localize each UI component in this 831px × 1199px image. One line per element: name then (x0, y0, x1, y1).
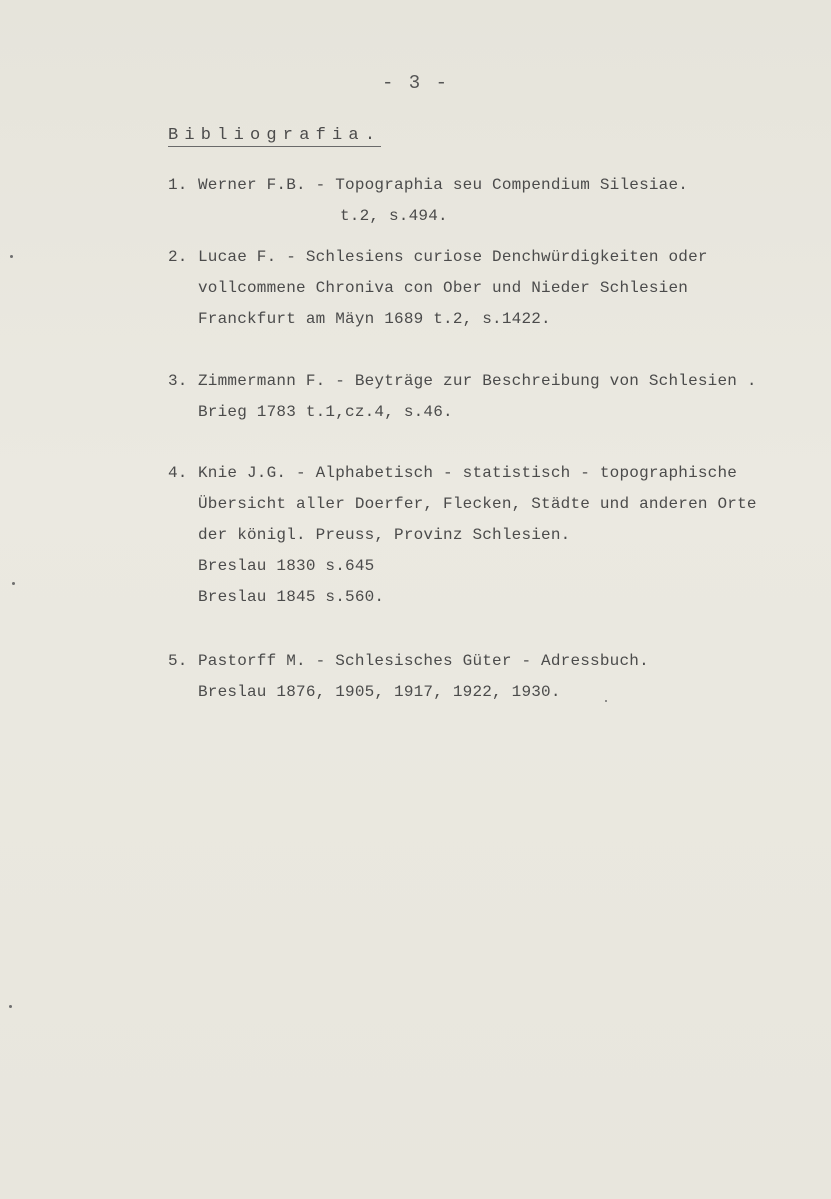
entry-line (168, 646, 649, 677)
entry-text: Breslau 1876, 1905, 1917, 1922, 1930. (198, 683, 561, 701)
entry-line (168, 551, 757, 582)
bibliography-heading: Bibliografia. (168, 126, 382, 145)
bibliography-entry-3 (168, 366, 757, 428)
entry-text: der königl. Preuss, Provinz Schlesien. (198, 526, 571, 544)
entry-text: Pastorff M. - Schlesisches Güter - Adressbuch. (198, 652, 649, 670)
entry-text: Lucae F. - Schlesiens curiose Denchwürdigkeiten oder (198, 248, 708, 266)
entry-number: 4. (168, 464, 188, 482)
scan-speck (605, 700, 607, 702)
entry-number: 1. (168, 176, 188, 194)
bibliography-entry-5 (168, 646, 649, 708)
page-number: - 3 - (381, 72, 449, 94)
entry-text: Knie J.G. - Alphabetisch - statistisch - topographische (198, 464, 738, 482)
entry-line (168, 677, 649, 708)
entry-text: Breslau 1830 s.645 (198, 557, 375, 575)
entry-text: Brieg 1783 t.1,cz.4, s.46. (198, 403, 453, 421)
entry-line (168, 304, 708, 335)
entry-text: vollcommene Chroniva con Ober und Nieder Schlesien (198, 279, 689, 297)
entry-number: 3. (168, 372, 188, 390)
bibliography-entry-1 (168, 170, 688, 232)
entry-text: Breslau 1845 s.560. (198, 588, 385, 606)
scan-speck (9, 1005, 12, 1008)
entry-line (168, 273, 708, 304)
entry-text: Übersicht aller Doerfer, Flecken, Städte und anderen Orte (198, 495, 757, 513)
entry-line (168, 201, 688, 232)
entry-text: t.2, s.494. (340, 207, 448, 225)
scan-speck (10, 255, 13, 258)
entry-line (168, 170, 688, 201)
entry-line (168, 242, 708, 273)
entry-line (168, 458, 757, 489)
bibliography-entry-4 (168, 458, 757, 613)
entry-text: Werner F.B. - Topographia seu Compendium Silesiae. (198, 176, 689, 194)
scan-speck (12, 582, 15, 585)
entry-line (168, 397, 757, 428)
entry-line (168, 366, 757, 397)
entry-line (168, 489, 757, 520)
entry-text: Franckfurt am Mäyn 1689 t.2, s.1422. (198, 310, 551, 328)
entry-text: Zimmermann F. - Beyträge zur Beschreibung von Schlesien . (198, 372, 757, 390)
bibliography-entry-2 (168, 242, 708, 335)
entry-number: 5. (168, 652, 188, 670)
entry-line (168, 582, 757, 613)
entry-number: 2. (168, 248, 188, 266)
entry-line (168, 520, 757, 551)
